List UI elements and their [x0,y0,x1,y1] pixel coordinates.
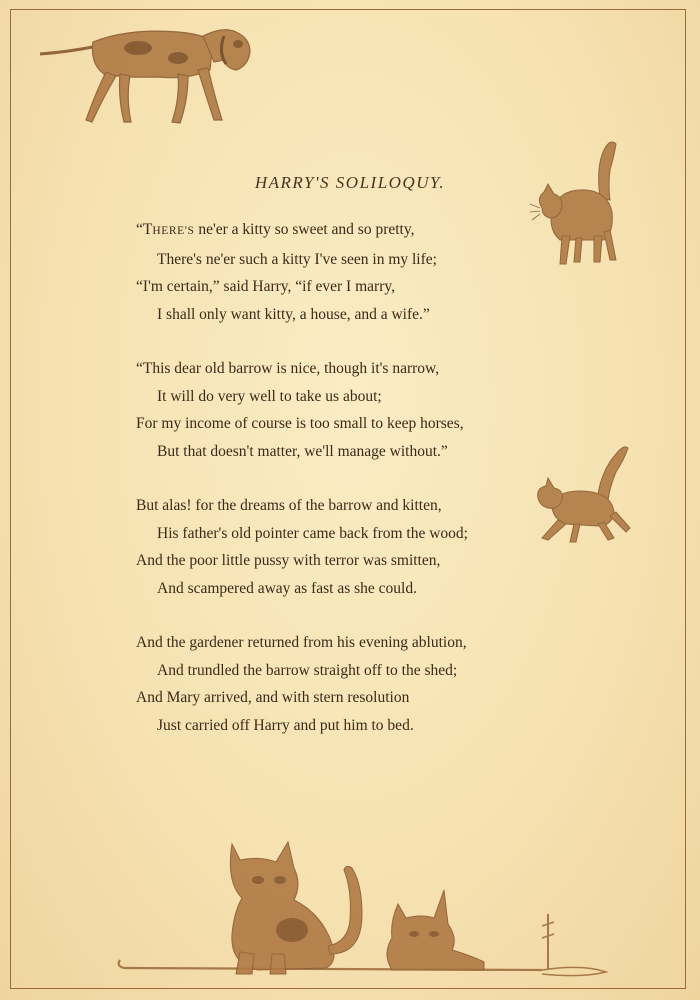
poem-line: But alas! for the dreams of the barrow and kitten, [136,497,442,514]
sitting-kitten-illustration [230,842,362,974]
bottom-vignette [112,834,612,984]
poem-line: Just carried off Harry and put him to bed. [157,716,414,734]
poem-line: And the poor little pussy with terror was smitten, [136,552,441,569]
garden-rake-illustration [119,914,606,976]
stanza-1 [136,216,616,328]
stanza-2 [136,355,616,465]
peeking-kitten-illustration [387,890,484,970]
poem-line [136,216,616,246]
line-smallcaps: HERE'S [152,225,195,237]
poem-line: “I'm certain,” said Harry, “if ever I marry, [136,278,395,295]
pointer-dog-illustration [38,22,258,132]
stanza-4 [136,629,616,739]
poem-line: And Mary arrived, and with stern resolution [136,689,410,706]
poem-line: It will do very well to take us about; [157,387,382,405]
poem-line: “This dear old barrow is nice, though it's narrow, [136,360,440,377]
stanza-3 [136,492,616,602]
poem-line: And trundled the barrow straight off to the shed; [157,661,458,679]
poem-body [136,216,616,766]
poem-line: And the gardener returned from his evening ablution, [136,634,467,651]
line-rest: ne'er a kitty so sweet and so pretty, [194,221,415,238]
poem-line: For my income of course is too small to keep horses, [136,415,464,432]
poem-line: His father's old pointer came back from the wood; [157,524,468,542]
line-lead: “T [136,221,153,238]
poem-line: But that doesn't matter, we'll manage without.” [157,442,448,460]
poem-line: And scampered away as fast as she could. [157,579,417,597]
poem-line: There's ne'er such a kitty I've seen in my life; [157,250,437,268]
poem-line: I shall only want kitty, a house, and a wife.” [157,305,430,323]
poem-title: HARRY'S SOLILOQUY. [254,173,446,192]
